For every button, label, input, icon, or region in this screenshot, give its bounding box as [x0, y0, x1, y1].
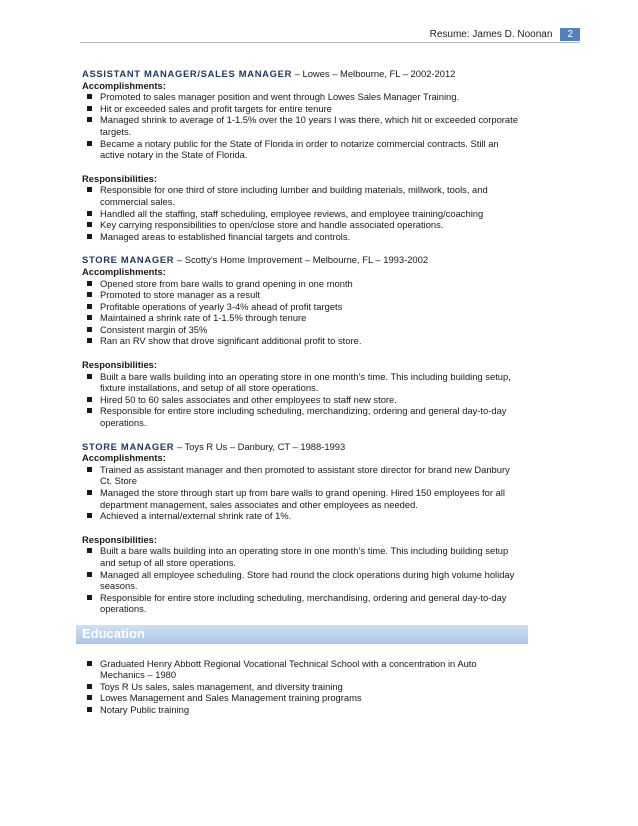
list-item: Ran an RV show that drove significant additional profit to store. — [82, 335, 522, 347]
education-list — [82, 658, 522, 716]
list-item: Opened store from bare walls to grand opening in one month — [82, 278, 522, 290]
accomplishments-label: Accomplishments: — [82, 79, 166, 91]
experience-section — [82, 68, 522, 615]
list-item: Toys R Us sales, sales management, and diversity training — [82, 681, 522, 693]
list-item: Profitable operations of yearly 3-4% ahead of profit targets — [82, 301, 522, 313]
list-item: Managed shrink to average of 1-1.5% over the 10 years I was there, which hit or exceeded corporate targets. — [82, 114, 522, 137]
responsibilities-label: Responsibilities: — [82, 172, 158, 184]
list-item: Became a notary public for the State of Florida in order to notarize commercial contracts. Still an active notary in the State of Florida. — [82, 138, 522, 161]
job-entry — [82, 441, 522, 615]
list-item: Graduated Henry Abbott Regional Vocational Technical School with a concentration in Auto Mechanics – 1980 — [82, 658, 522, 681]
list-item: Trained as assistant manager and then promoted to assistant store director for brand new Danbury Ct. Store — [82, 464, 522, 487]
spacer — [82, 161, 522, 173]
list-item: Responsible for entire store including scheduling, merchandising, ordering and general day-to-day operations. — [82, 592, 522, 615]
list-item: Promoted to store manager as a result — [82, 289, 522, 301]
list-item: Managed areas to established financial targets and controls. — [82, 231, 522, 243]
accomplishments-list — [82, 278, 522, 348]
header-divider — [80, 42, 580, 43]
job-role: STORE MANAGER — [82, 254, 175, 266]
job-role: ASSISTANT MANAGER/SALES MANAGER — [82, 68, 293, 79]
page-header — [430, 28, 580, 41]
list-item: Maintained a shrink rate of 1-1.5% through tenure — [82, 312, 522, 324]
resume-body — [82, 68, 522, 716]
list-item: Hired 50 to 60 sales associates and other employees to staff new store. — [82, 394, 522, 406]
education-heading-bar — [76, 625, 528, 644]
page-number-badge: 2 — [560, 28, 580, 41]
list-item: Consistent margin of 35% — [82, 324, 522, 336]
job-employer-details: – Scotty’s Home Improvement – Melbourne, FL – 1993-2002 — [174, 254, 429, 266]
list-item: Key carrying responsibilities to open/close store and handle associated operations. — [82, 219, 522, 231]
list-item: Built a bare walls building into an operating store in one month’s time. This including building setup and setup of all store operations. — [82, 545, 522, 568]
accomplishments-list — [82, 464, 522, 522]
list-item: Achieved a internal/external shrink rate of 1%. — [82, 510, 522, 522]
list-item: Responsible for one third of store including lumber and building materials, millwork, tools, and commercial sales. — [82, 184, 522, 207]
list-item: Lowes Management and Sales Management training programs — [82, 692, 522, 704]
list-item: Built a bare walls building into an operating store in one month’s time. This including building setup, fixture installations, and setup of all store operations. — [82, 371, 522, 394]
accomplishments-label: Accomplishments: — [82, 265, 166, 277]
responsibilities-list — [82, 371, 522, 429]
job-employer-details: – Toys R Us – Danbury, CT – 1988-1993 — [174, 440, 346, 452]
list-item: Managed all employee scheduling. Store had round the clock operations during high volume holiday seasons. — [82, 569, 522, 592]
job-employer-details: – Lowes – Melbourne, FL – 2002-2012 — [292, 68, 456, 79]
job-title — [82, 68, 522, 80]
list-item: Handled all the staffing, staff scheduling, employee reviews, and employee training/coaching — [82, 208, 522, 220]
accomplishments-label: Accomplishments: — [82, 452, 166, 464]
job-title — [82, 254, 522, 266]
list-item: Promoted to sales manager position and went through Lowes Sales Manager Training. — [82, 91, 522, 103]
education-heading: Education — [82, 625, 145, 641]
responsibilities-list — [82, 545, 522, 615]
responsibilities-label: Responsibilities: — [82, 533, 158, 545]
spacer — [82, 242, 522, 254]
header-title: Resume: James D. Noonan — [429, 29, 553, 40]
responsibilities-label: Responsibilities: — [82, 359, 158, 371]
responsibilities-list — [82, 184, 522, 242]
spacer — [82, 429, 522, 441]
list-item: Notary Public training — [82, 704, 522, 716]
list-item: Managed the store through start up from bare walls to grand opening. Hired 150 employees for all department management, sales associates and other employees as needed. — [82, 487, 522, 510]
job-entry — [82, 68, 522, 254]
list-item: Responsible for entire store including scheduling, merchandizing, ordering and general day-to-day operations. — [82, 405, 522, 428]
spacer — [82, 347, 522, 359]
spacer — [82, 522, 522, 534]
job-entry — [82, 254, 522, 440]
job-role: STORE MANAGER — [82, 440, 175, 452]
job-title — [82, 441, 522, 453]
list-item: Hit or exceeded sales and profit targets for entire tenure — [82, 103, 522, 115]
accomplishments-list — [82, 91, 522, 161]
